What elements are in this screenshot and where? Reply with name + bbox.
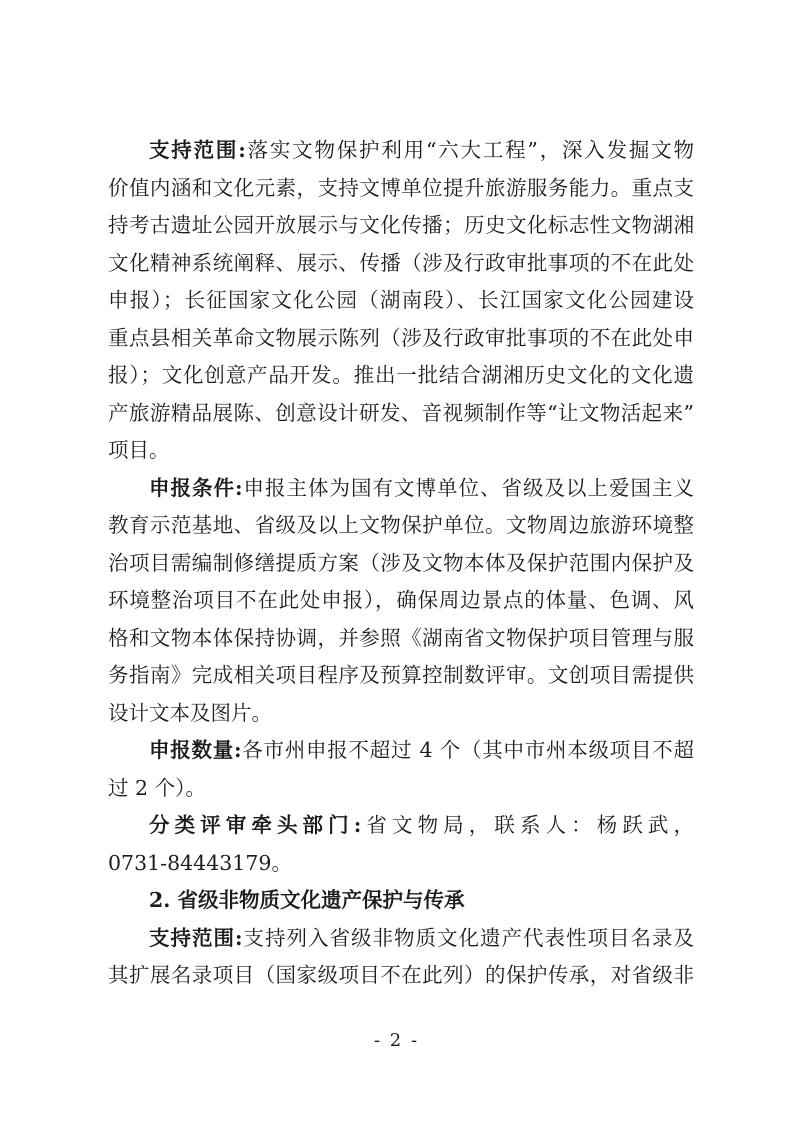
document-body [108, 132, 694, 995]
review-dept-label: 分类评审牵头部门: [149, 813, 362, 837]
paragraph-line: 其扩展名录项目（国家级项目不在此列）的保护传承，对省级非 [108, 963, 694, 987]
page-number: - 2 - [373, 1030, 420, 1051]
paragraph-support-scope-line: 支持范围:落实文物保护利用“六大工程”，深入发掘文物 [149, 138, 694, 162]
paragraph-line: 项目。 [108, 438, 170, 462]
paragraph-line: 过 2 个）。 [108, 775, 206, 800]
paragraph-support-scope-line: 支持范围:支持列入省级非物质文化遗产代表性项目名录及 [149, 925, 694, 950]
section-heading: 2. 省级非物质文化遗产保护与传承 [149, 888, 465, 912]
paragraph-line: 治项目需编制修缮提质方案（涉及文物本体及保护范围内保护及 [108, 550, 694, 575]
paragraph-line: 文化精神系统阐释、展示、传播（涉及行政审批事项的不在此处 [108, 250, 694, 275]
conditions-label: 申报条件: [149, 475, 243, 500]
paragraph-line: 报）；文化创意产品开发。推出一批结合湖湘历史文化的文化遗 [108, 363, 694, 387]
paragraph-line: 务指南》完成相关项目程序及预算控制数评审。文创项目需提供 [108, 663, 694, 687]
paragraph-conditions-line: 申报条件:申报主体为国有文博单位、省级及以上爱国主义 [149, 475, 694, 500]
paragraph-quantity-line: 申报数量:各市州申报不超过 4 个（其中市州本级项目不超 [149, 738, 694, 762]
paragraph-line: 环境整治项目不在此处申报），确保周边景点的体量、色调、风 [108, 588, 694, 612]
quantity-label: 申报数量: [149, 738, 242, 762]
contact-phone: 0731-84443179。 [108, 850, 292, 875]
paragraph-line: 重点县相关革命文物展示陈列（涉及行政审批事项的不在此处申 [108, 325, 694, 350]
support-scope-label: 支持范围: [149, 925, 243, 950]
paragraph-line: 格和文物本体保持协调，并参照《湖南省文物保护项目管理与服 [108, 625, 694, 650]
paragraph-line: 价值内涵和文化元素，支持文博单位提升旅游服务能力。重点支 [108, 175, 694, 200]
paragraph-review-dept-line: 分类评审牵头部门:省文物局，联系人：杨跃武， [149, 813, 695, 837]
paragraph-line: 教育示范基地、省级及以上文物保护单位。文物周边旅游环境整 [108, 513, 694, 537]
paragraph-line: 设计文本及图片。 [108, 700, 272, 725]
paragraph-line: 申报）；长征国家文化公园（湖南段）、长江国家文化公园建设 [108, 288, 694, 312]
paragraph-line: 持考古遗址公园开放展示与文化传播；历史文化标志性文物湖湘 [108, 213, 694, 237]
support-scope-label: 支持范围: [149, 138, 246, 162]
paragraph-line: 产旅游精品展陈、创意设计研发、音视频制作等“让文物活起来” [108, 400, 694, 425]
